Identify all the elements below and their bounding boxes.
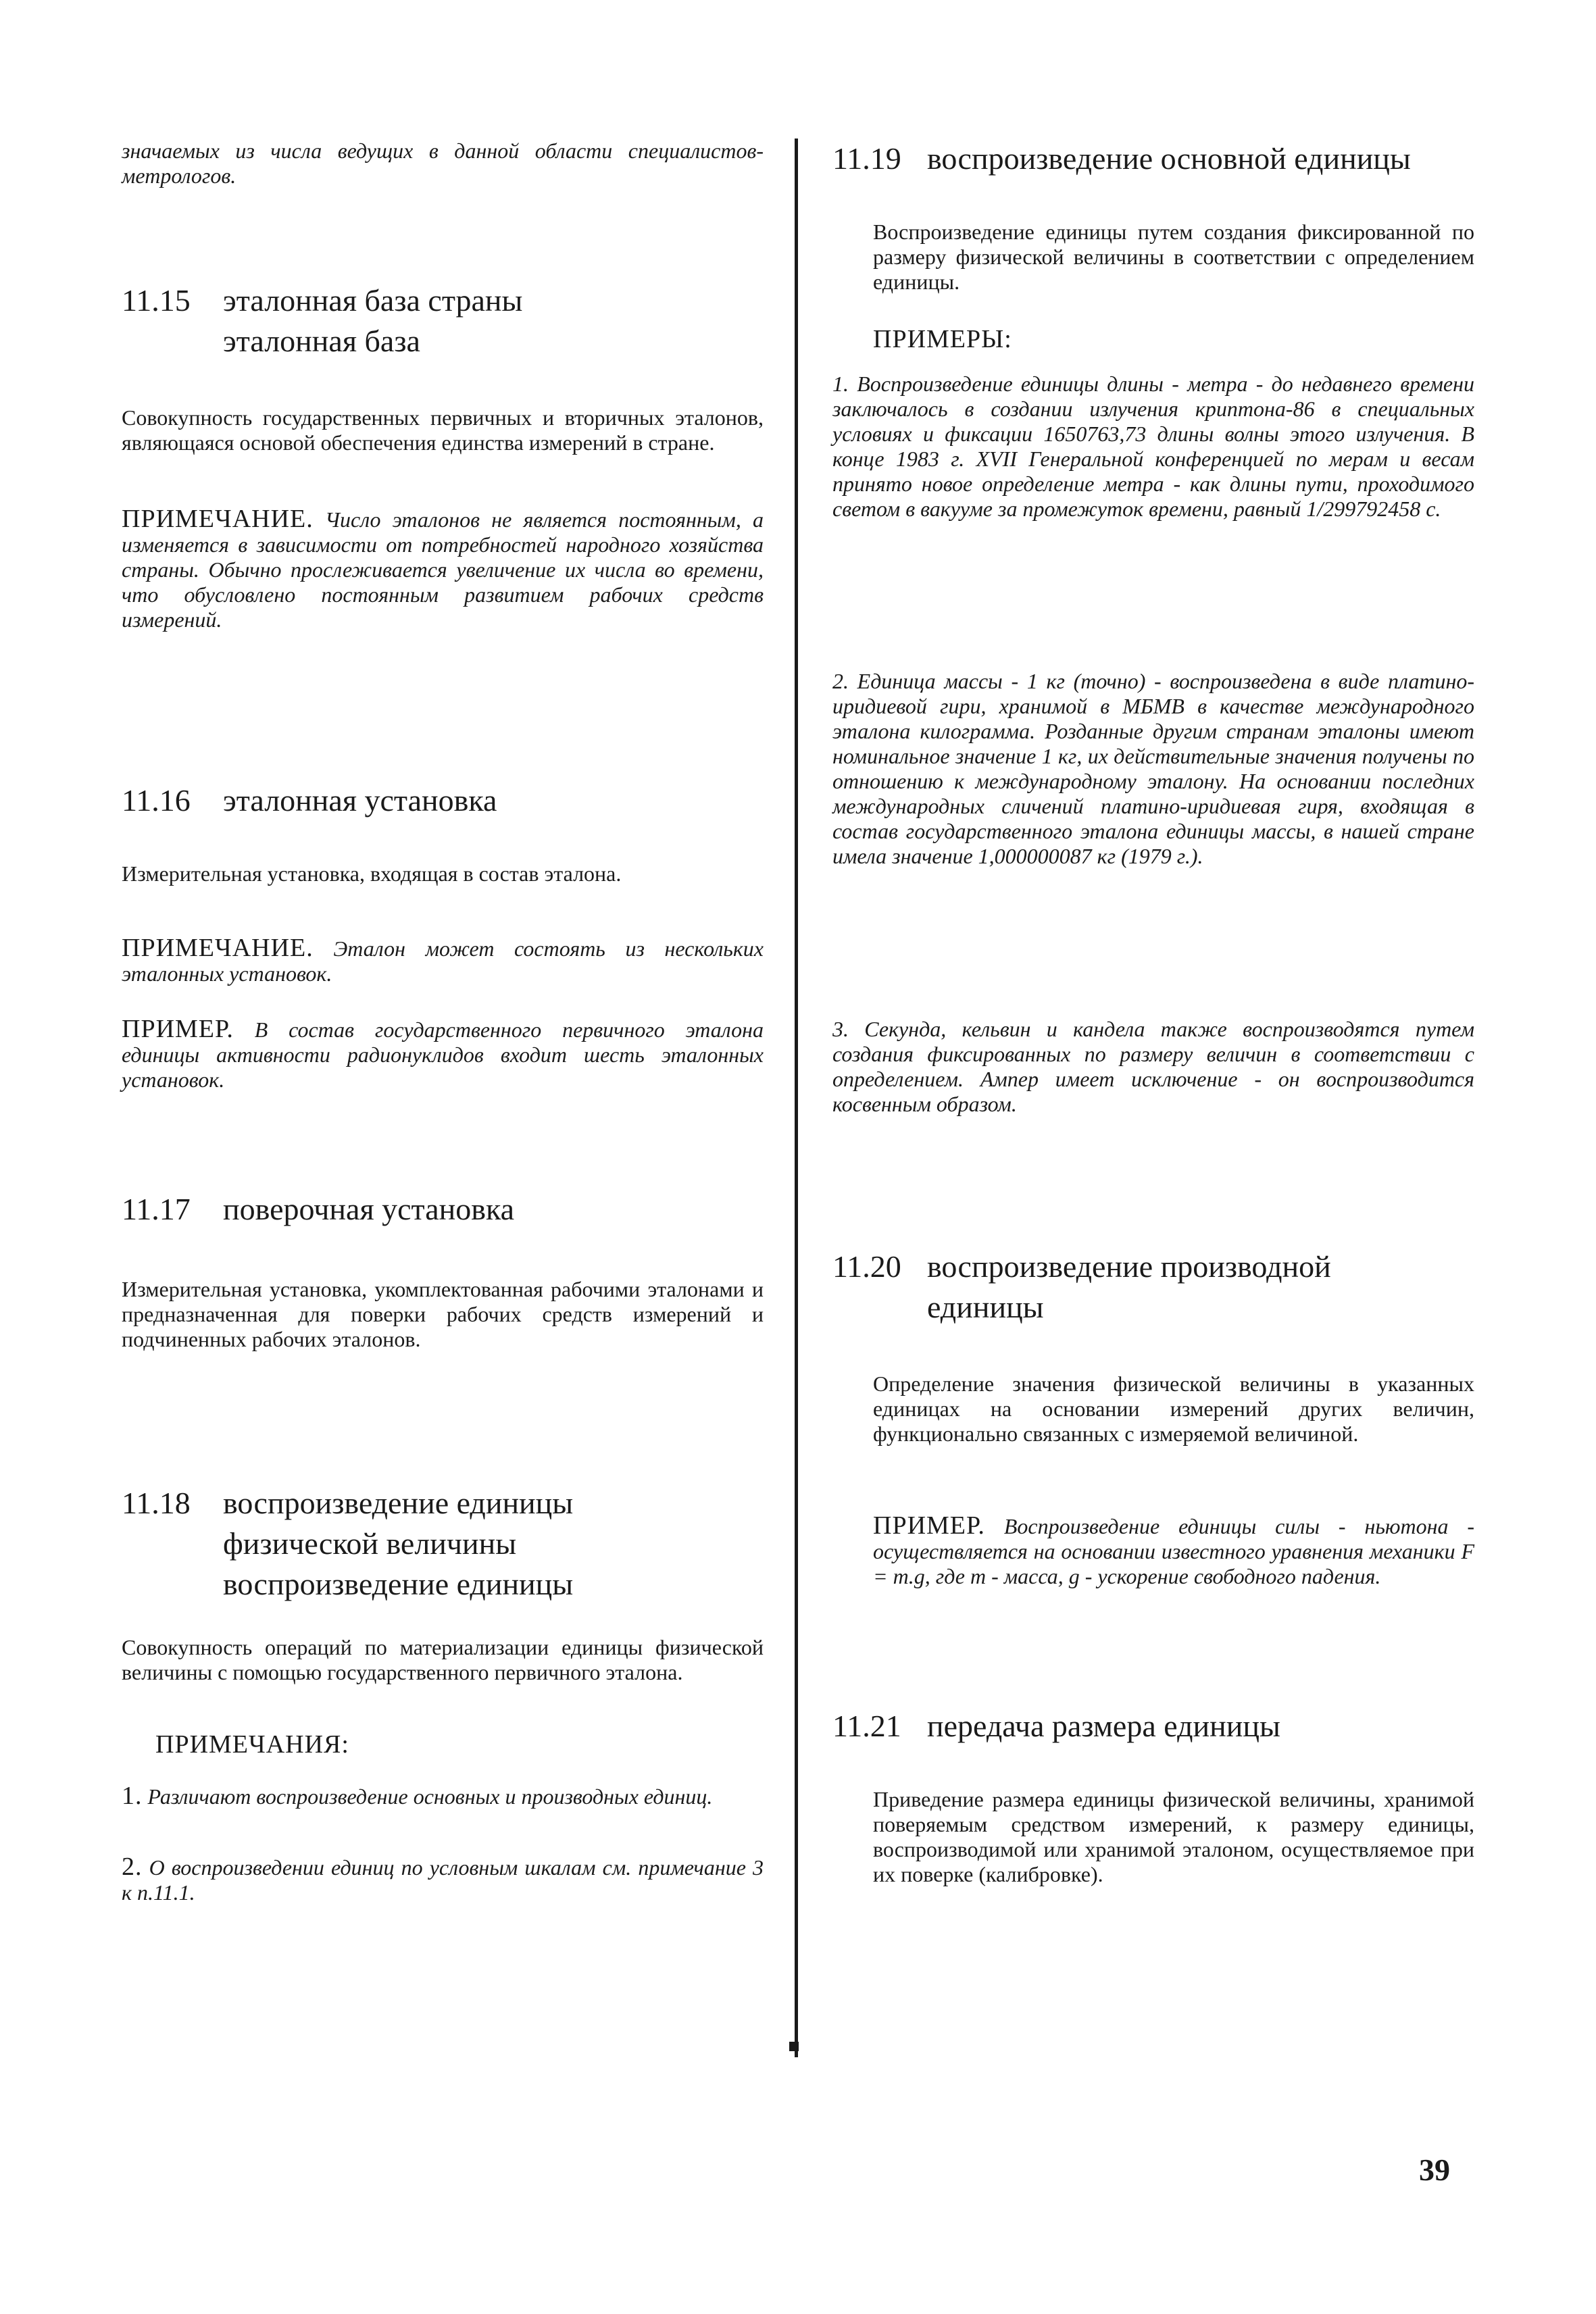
page-number: 39 xyxy=(1419,2153,1450,2187)
term-11-16 xyxy=(122,780,764,821)
term-number: 11.17 xyxy=(122,1192,191,1226)
definition-11-20: Определение значения физической величины в указанных единицах на основании измерений других величин, функционально связанных с измеряемой величиной. xyxy=(873,1372,1474,1446)
notes-heading: ПРИМЕЧАНИЯ: xyxy=(155,1730,349,1759)
term-name-cont: единицы xyxy=(927,1290,1044,1324)
example-label: ПРИМЕР. xyxy=(122,1015,234,1043)
example-text: Воспроизведение единицы силы - ньютона - осуществляется на основании известного уравнения механики F = m.g, где m - масса, g - ускорение свободного падения. xyxy=(873,1514,1474,1588)
term-name: эталонная база страны xyxy=(223,283,523,318)
term-number: 11.15 xyxy=(122,283,191,318)
example-text: В состав государственного первичного эталона единицы активности радионуклидов входит шесть эталонных установок. xyxy=(122,1017,764,1092)
note-text: Эталон может состоять из нескольких эталонных установок. xyxy=(122,936,764,986)
term-11-15 xyxy=(122,280,764,361)
term-11-19 xyxy=(832,139,1474,179)
example-11-16 xyxy=(122,1017,764,1092)
definition-11-21: Приведение размера единицы физической величины, хранимой поверяемым средством измерений, к размеру единицы, воспроизводимой или хранимой эталоном, осуществляемое при их поверке (калибровке). xyxy=(873,1787,1474,1886)
definition-11-19: Воспроизведение единицы путем создания фиксированной по размеру физической величины в соответствии с определением единицы. xyxy=(873,220,1474,294)
term-11-20 xyxy=(832,1247,1474,1328)
example-11-19-3: 3. Секунда, кельвин и кандела также воспроизводятся путем создания фиксированных по размеру величин в соответствии с определением. Ампер имеет исключение - он воспроизводится косвенным образом. xyxy=(832,1017,1474,1116)
definition-11-15: Совокупность государственных первичных и вторичных эталонов, являющаяся основой обеспечения единства измерений в стране. xyxy=(122,405,764,455)
term-11-18 xyxy=(122,1483,764,1605)
note-11-18-1 xyxy=(122,1784,764,1809)
continued-text: значаемых из числа ведущих в данной области специалистов-метрологов. xyxy=(122,139,764,188)
term-synonym: воспроизведение единицы xyxy=(223,1567,574,1601)
example-label: ПРИМЕР. xyxy=(873,1511,985,1540)
column-divider xyxy=(795,139,798,2057)
term-name: воспроизведение производной xyxy=(927,1249,1331,1284)
note-11-15 xyxy=(122,507,764,632)
term-name: передача размера единицы xyxy=(927,1709,1280,1743)
example-11-19-2: 2. Единица массы - 1 кг (точно) - воспроизведена в виде платино-иридиевой гири, хранимой в МБМВ в качестве международного эталона килограмма. Розданные другим странам эталоны имеют номинальное значение 1 кг, их действительные значения получены по отношению к международному эталону. На основании последних международных сличений платино-иридиевая гиря, входящая в состав государственного эталона единицы массы, в нашей стране имела значение 1,000000087 кг (1979 г.). xyxy=(832,669,1474,868)
note-11-16 xyxy=(122,936,764,986)
term-name: поверочная установка xyxy=(223,1192,515,1226)
note-label: ПРИМЕЧАНИЕ. xyxy=(122,505,314,533)
definition-11-16: Измерительная установка, входящая в состав эталона. xyxy=(122,861,622,886)
note-text: Различают воспроизведение основных и производных единиц. xyxy=(147,1784,713,1809)
term-name: эталонная установка xyxy=(223,783,497,818)
term-number: 11.18 xyxy=(122,1486,191,1520)
term-number: 11.16 xyxy=(122,783,191,818)
note-text: Число эталонов не является постоянным, а изменяется в зависимости от потребностей народного хозяйства страны. Обычно прослеживается увеличение их числа во времени, что обусловлено постоянным развитием рабочих средств измерений. xyxy=(122,507,764,632)
example-11-19-1: 1. Воспроизведение единицы длины - метра - до недавнего времени заключалось в создании излучения криптона-86 в специальных условиях и фиксации 1650763,73 длины волны этого излучения. В конце 1983 г. XVII Генеральной конференцией по мерам и весам принято новое определение метра - как длины пути, проходимого светом в вакууме за промежуток времени, равный 1/299792458 с. xyxy=(832,372,1474,521)
definition-11-17: Измерительная установка, укомплектованная рабочими эталонами и предназначенная для поверки рабочих средств измерений и подчиненных рабочих эталонов. xyxy=(122,1277,764,1351)
note-number: 2. xyxy=(122,1853,143,1881)
term-name: воспроизведение единицы xyxy=(223,1486,574,1520)
term-number: 11.19 xyxy=(832,141,901,176)
term-name-cont: физической величины xyxy=(223,1526,517,1561)
term-11-21 xyxy=(832,1706,1474,1746)
note-11-18-2 xyxy=(122,1855,764,1905)
examples-heading: ПРИМЕРЫ: xyxy=(873,325,1012,353)
note-number: 1. xyxy=(122,1782,143,1810)
example-11-20 xyxy=(873,1513,1474,1589)
definition-11-18: Совокупность операций по материализации единицы физической величины с помощью государственного первичного эталона. xyxy=(122,1635,764,1684)
term-name: воспроизведение основной единицы xyxy=(927,141,1411,176)
note-text: О воспроизведении единиц по условным шкалам см. примечание 3 к п.11.1. xyxy=(122,1855,764,1905)
note-label: ПРИМЕЧАНИЕ. xyxy=(122,934,314,962)
term-number: 11.21 xyxy=(832,1709,901,1743)
term-number: 11.20 xyxy=(832,1249,901,1284)
term-11-17 xyxy=(122,1189,764,1230)
term-synonym: эталонная база xyxy=(223,324,420,358)
column-divider-mark xyxy=(789,2042,799,2051)
